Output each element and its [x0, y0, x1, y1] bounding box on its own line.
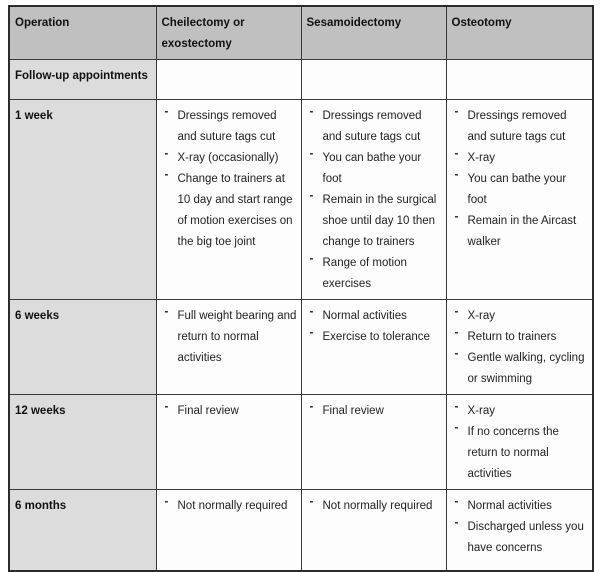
bullet-item	[307, 496, 442, 517]
row-label-followup-appointments: Follow-up appointments	[9, 60, 156, 100]
cell-followup-cheilectomy	[156, 60, 301, 100]
bullet-dash-icon: -	[164, 306, 169, 318]
bullet-item	[452, 517, 589, 559]
bullet-text: Full weight bearing and return to normal activities	[177, 310, 297, 364]
bullet-text: Dressings removed and suture tags cut	[322, 110, 422, 143]
bullet-dash-icon: -	[164, 496, 169, 508]
table-row-12-weeks	[9, 395, 593, 490]
bullet-item	[162, 496, 297, 517]
bullet-dash-icon: -	[454, 517, 459, 529]
bullet-text: Normal activities	[322, 310, 407, 322]
cell-6weeks-sesamoidectomy	[301, 300, 446, 395]
bullet-item	[162, 306, 297, 369]
table-row-6-weeks	[9, 300, 593, 395]
bullet-dash-icon: -	[309, 106, 314, 118]
bullet-item	[162, 401, 297, 422]
bullet-item	[307, 148, 442, 190]
bullet-item	[452, 496, 589, 517]
table-row-1-week	[9, 100, 593, 300]
bullet-dash-icon: -	[454, 422, 459, 434]
bullet-dash-icon: -	[164, 106, 169, 118]
bullet-text: Dressings removed and suture tags cut	[467, 110, 567, 143]
bullet-text: Return to trainers	[467, 331, 557, 343]
bullet-dash-icon: -	[454, 148, 459, 160]
row-label-6-months: 6 months	[9, 490, 156, 571]
bullet-item	[307, 327, 442, 348]
bullet-item	[452, 169, 589, 211]
bullet-text: Change to trainers at 10 day and start range of motion exercises on the big toe joint	[177, 173, 293, 248]
row-label-1-week: 1 week	[9, 100, 156, 300]
bullet-text: X-ray	[467, 405, 495, 417]
header-row	[9, 6, 593, 60]
bullet-text: Final review	[177, 405, 239, 417]
bullet-text: Dressings removed and suture tags cut	[177, 110, 277, 143]
bullet-dash-icon: -	[309, 253, 314, 265]
bullet-text: X-ray (occasionally)	[177, 152, 279, 164]
col-header-cheilectomy: Cheilectomy or exostectomy	[156, 6, 301, 60]
follow-up-table-document	[8, 5, 594, 572]
cell-12weeks-cheilectomy	[156, 395, 301, 490]
bullet-dash-icon: -	[309, 190, 314, 202]
bullet-text: Discharged unless you have concerns	[467, 521, 584, 554]
bullet-dash-icon: -	[164, 148, 169, 160]
bullet-dash-icon: -	[454, 496, 459, 508]
col-header-operation: Operation	[9, 6, 156, 60]
cell-followup-sesamoidectomy	[301, 60, 446, 100]
bullet-text: Final review	[322, 405, 384, 417]
bullet-text: Not normally required	[322, 500, 433, 512]
table-row-followup	[9, 60, 593, 100]
bullet-text: If no concerns the return to normal activities	[467, 426, 559, 480]
bullet-item	[162, 169, 297, 253]
cell-1week-osteotomy	[446, 100, 593, 300]
bullet-dash-icon: -	[454, 211, 459, 223]
bullet-dash-icon: -	[454, 348, 459, 360]
cell-1week-sesamoidectomy	[301, 100, 446, 300]
cell-6months-cheilectomy	[156, 490, 301, 571]
bullet-dash-icon: -	[164, 169, 169, 181]
bullet-dash-icon: -	[309, 401, 314, 413]
bullet-item	[307, 253, 442, 295]
bullet-item	[162, 106, 297, 148]
bullet-dash-icon: -	[309, 148, 314, 160]
col-header-sesamoidectomy: Sesamoidectomy	[301, 6, 446, 60]
bullet-text: You can bathe your foot	[467, 173, 567, 206]
cell-12weeks-sesamoidectomy	[301, 395, 446, 490]
bullet-item	[307, 106, 442, 148]
bullet-dash-icon: -	[309, 306, 314, 318]
bullet-dash-icon: -	[309, 327, 314, 339]
bullet-text: Not normally required	[177, 500, 288, 512]
bullet-dash-icon: -	[454, 106, 459, 118]
bullet-item	[452, 306, 589, 327]
bullet-item	[452, 401, 589, 422]
bullet-dash-icon: -	[454, 169, 459, 181]
bullet-text: Remain in the surgical shoe until day 10 then change to trainers	[322, 194, 437, 248]
table-row-6-months	[9, 490, 593, 571]
bullet-dash-icon: -	[309, 496, 314, 508]
bullet-dash-icon: -	[454, 401, 459, 413]
cell-1week-cheilectomy	[156, 100, 301, 300]
col-header-osteotomy: Osteotomy	[446, 6, 593, 60]
bullet-item	[452, 106, 589, 148]
bullet-dash-icon: -	[454, 306, 459, 318]
operation-follow-up-table	[8, 5, 594, 572]
bullet-dash-icon: -	[164, 401, 169, 413]
bullet-dash-icon: -	[454, 327, 459, 339]
bullet-text: X-ray	[467, 152, 495, 164]
bullet-text: Gentle walking, cycling or swimming	[467, 352, 585, 385]
row-label-6-weeks: 6 weeks	[9, 300, 156, 395]
cell-12weeks-osteotomy	[446, 395, 593, 490]
bullet-item	[307, 190, 442, 253]
cell-6weeks-cheilectomy	[156, 300, 301, 395]
bullet-item	[452, 422, 589, 485]
bullet-text: Normal activities	[467, 500, 552, 512]
bullet-text: Exercise to tolerance	[322, 331, 430, 343]
bullet-text: You can bathe your foot	[322, 152, 422, 185]
row-label-12-weeks: 12 weeks	[9, 395, 156, 490]
bullet-item	[307, 401, 442, 422]
bullet-text: X-ray	[467, 310, 495, 322]
bullet-text: Remain in the Aircast walker	[467, 215, 577, 248]
bullet-text: Range of motion exercises	[322, 257, 407, 290]
bullet-item	[452, 348, 589, 390]
cell-followup-osteotomy	[446, 60, 593, 100]
bullet-item	[162, 148, 297, 169]
bullet-item	[452, 148, 589, 169]
bullet-item	[452, 211, 589, 253]
bullet-item	[307, 306, 442, 327]
cell-6weeks-osteotomy	[446, 300, 593, 395]
cell-6months-osteotomy	[446, 490, 593, 571]
cell-6months-sesamoidectomy	[301, 490, 446, 571]
bullet-item	[452, 327, 589, 348]
